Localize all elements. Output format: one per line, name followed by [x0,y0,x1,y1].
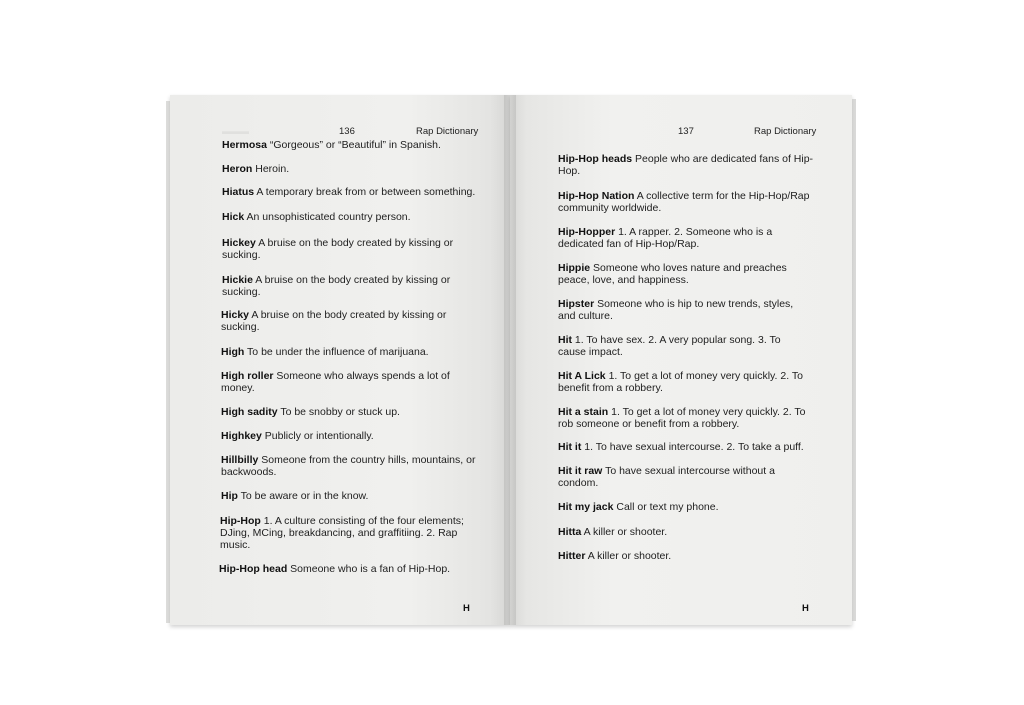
open-book [166,95,856,627]
dictionary-entry [221,370,461,394]
entry-term: High [221,346,245,358]
entry-definition: A killer or shooter. [581,526,668,538]
dictionary-entry [222,139,482,151]
entry-term: Hit it [558,441,582,453]
entry-term: Hitta [558,526,582,538]
entry-term: High sadity [221,406,278,418]
dictionary-entry [222,274,467,298]
entry-term: Highkey [221,430,262,442]
entry-definition: To have sexual intercourse without a condom. [558,465,775,489]
dictionary-entry [558,190,818,214]
dictionary-entry [219,563,499,575]
right-page [510,95,852,625]
entry-definition: Heroin. [252,163,290,175]
dictionary-entry [221,309,466,333]
entry-definition: A bruise on the body created by kissing or sucking. [221,309,447,333]
dictionary-entry [558,298,808,322]
entry-definition: Someone from the country hills, mountains, or backwoods. [221,454,476,478]
right-running-head: Rap Dictionary [754,126,817,137]
entry-definition: Publicly or intentionally. [261,430,374,442]
entry-term: Heron [222,163,253,175]
left-page-number: 136 [339,126,355,137]
dictionary-entry [222,163,482,175]
entry-definition: People who are dedicated fans of Hip-Hop. [558,153,814,177]
entry-definition: An unsophisticated country person. [244,211,411,223]
left-page [170,95,510,625]
entry-term: Hit my jack [558,501,614,513]
entry-definition: A bruise on the body created by kissing or sucking. [222,237,454,261]
book-gutter [504,95,516,625]
entry-definition: 1. A rapper. 2. Someone who is a dedicated fan of Hip-Hop/Rap. [558,226,773,250]
right-section-letter: H [802,603,809,614]
dictionary-entry [220,515,475,551]
dictionary-entry [221,346,481,358]
entry-definition: 1. To have sexual intercourse. 2. To take a puff. [581,441,804,453]
entry-definition: A bruise on the body created by kissing or sucking. [222,274,451,298]
entry-term: Hiatus [222,186,255,198]
entry-term: Hip-Hop Nation [558,190,635,202]
entry-term: Hickie [222,274,253,286]
dictionary-entry [222,186,512,198]
left-running-head: Rap Dictionary [416,126,479,137]
dictionary-entry [558,465,803,489]
dictionary-entry [558,406,813,430]
dictionary-entry [221,406,481,418]
dictionary-entry [558,262,798,286]
entry-definition: 1. To get a lot of money very quickly. 2. To rob someone or benefit from a robbery. [558,406,806,430]
dictionary-entry [222,211,482,223]
entry-term: Hit a stain [558,406,609,418]
entry-term: Hip-Hop [220,515,261,527]
entry-term: Hicky [221,309,250,321]
entry-term: Hipster [558,298,595,310]
entry-term: Hit it raw [558,465,603,477]
entry-definition: Someone who always spends a lot of money. [221,370,450,394]
right-page-number: 137 [678,126,694,137]
entry-term: Hillbilly [221,454,259,466]
entry-term: Hippie [558,262,591,274]
entry-definition: A killer or shooter. [585,550,672,562]
entry-definition: To be under the influence of marijuana. [244,346,429,358]
entry-term: Hitter [558,550,586,562]
dictionary-entry [221,454,491,478]
dictionary-entry [222,237,467,261]
entry-definition: Someone who is a fan of Hip-Hop. [287,563,451,575]
dictionary-entry [558,370,813,394]
entry-definition: 1. A culture consisting of the four elements; DJing, MCing, breakdancing, and graffitiing. 2. Rap music. [220,515,464,551]
dictionary-entry [558,501,818,513]
dictionary-entry [558,226,788,250]
entry-term: Hickey [222,237,256,249]
entry-definition: A collective term for the Hip-Hop/Rap community worldwide. [558,190,810,214]
entry-definition: A temporary break from or between something. [254,186,476,198]
entry-definition: 1. To have sex. 2. A very popular song. 3. To cause impact. [558,334,781,358]
dictionary-entry [221,430,481,442]
dictionary-entry [558,550,818,562]
show-through-text: ▬▬▬ [222,126,249,136]
entry-term: Hit A Lick [558,370,606,382]
entry-term: Hip-Hopper [558,226,616,238]
dictionary-entry [558,334,798,358]
dictionary-entry [558,153,818,177]
entry-term: Hip [221,490,238,502]
dictionary-entry [558,526,818,538]
left-section-letter: H [463,603,470,614]
entry-term: Hick [222,211,245,223]
entry-definition: To be snobby or stuck up. [277,406,400,418]
entry-definition: To be aware or in the know. [237,490,369,502]
entry-term: Hip-Hop head [219,563,288,575]
entry-definition: Call or text my phone. [613,501,719,513]
entry-definition: Someone who is hip to new trends, styles, and culture. [558,298,794,322]
dictionary-entry [558,441,818,453]
entry-term: Hit [558,334,572,346]
dictionary-entry [221,490,481,502]
entry-term: High roller [221,370,274,382]
entry-definition: “Gorgeous” or “Beautiful” in Spanish. [266,139,441,151]
entry-definition: Someone who loves nature and preaches peace, love, and happiness. [558,262,787,286]
entry-term: Hip-Hop heads [558,153,633,165]
entry-term: Hermosa [222,139,267,151]
entry-definition: 1. To get a lot of money very quickly. 2. To benefit from a robbery. [558,370,803,394]
